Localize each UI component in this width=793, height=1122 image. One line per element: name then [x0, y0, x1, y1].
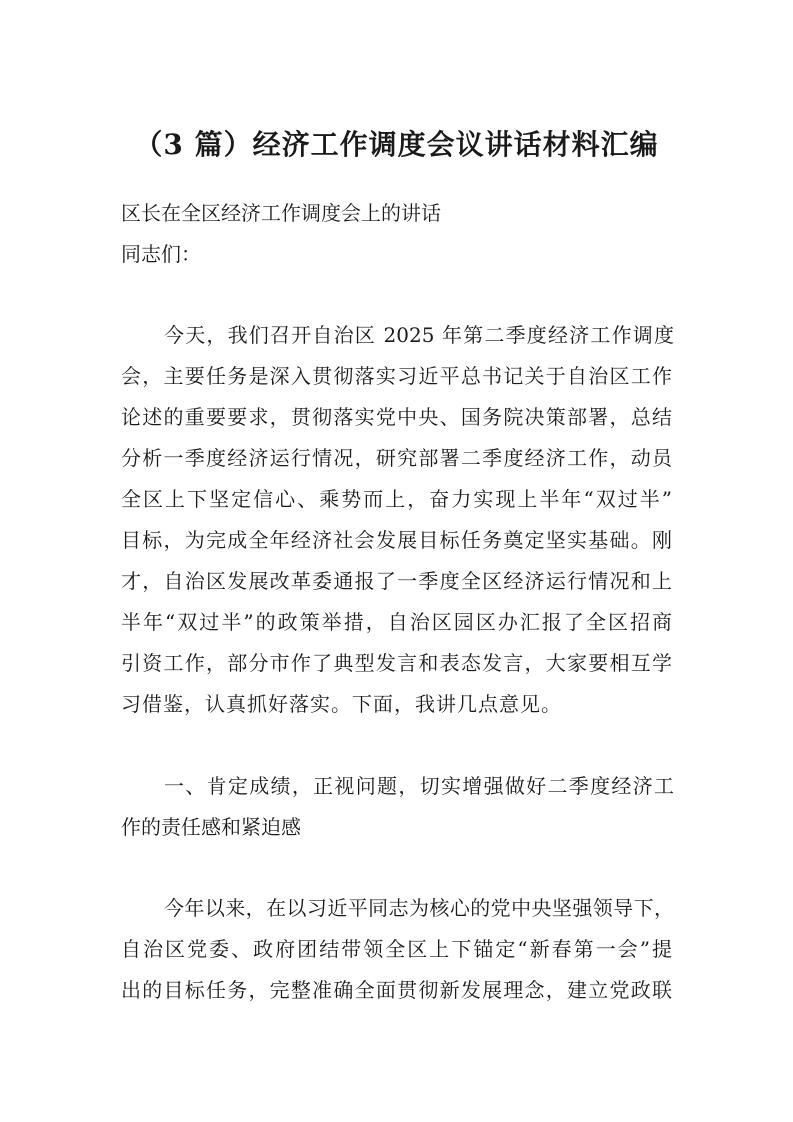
document-title: （3 篇）经济工作调度会议讲话材料汇编 — [134, 128, 659, 161]
paragraph-1-line: 半年“双过半”的政策举措，自治区园区办汇报了全区招商 — [121, 610, 672, 634]
section-heading-line: 一、肯定成绩，正视问题，切实增强做好二季度经济工 — [164, 774, 674, 798]
paragraph-1-line: 论述的重要要求，贯彻落实党中央、国务院决策部署，总结 — [121, 405, 672, 429]
paragraph-2-line: 今年以来，在以习近平同志为核心的党中央坚强领导下， — [164, 896, 674, 920]
paragraph-2-line: 自治区党委、政府团结带领全区上下锚定“新春第一会”提 — [121, 937, 672, 961]
paragraph-1-line: 全区上下坚定信心、乘势而上，奋力实现上半年“双过半” — [121, 487, 672, 511]
paragraph-2-line: 出的目标任务，完整准确全面贯彻新发展理念，建立党政联 — [121, 978, 672, 1002]
paragraph-1-line: 目标，为完成全年经济社会发展目标任务奠定坚实基础。刚 — [121, 528, 672, 552]
speech-title: 区长在全区经济工作调度会上的讲话 — [121, 201, 441, 225]
paragraph-1-line: 引资工作，部分市作了典型发言和表态发言，大家要相互学 — [121, 651, 672, 675]
paragraph-1-line: 习借鉴，认真抓好落实。下面，我讲几点意见。 — [121, 692, 562, 716]
paragraph-1-line: 会，主要任务是深入贯彻落实习近平总书记关于自治区工作 — [121, 364, 672, 388]
paragraph-1-line: 分析一季度经济运行情况，研究部署二季度经济工作，动员 — [121, 446, 672, 470]
salutation: 同志们： — [121, 242, 201, 266]
paragraph-1-line: 今天，我们召开自治区 2025 年第二季度经济工作调度 — [164, 323, 674, 347]
section-heading-line: 作的责任感和紧迫感 — [121, 815, 301, 839]
paragraph-1-line: 才，自治区发展改革委通报了一季度全区经济运行情况和上 — [121, 569, 672, 593]
